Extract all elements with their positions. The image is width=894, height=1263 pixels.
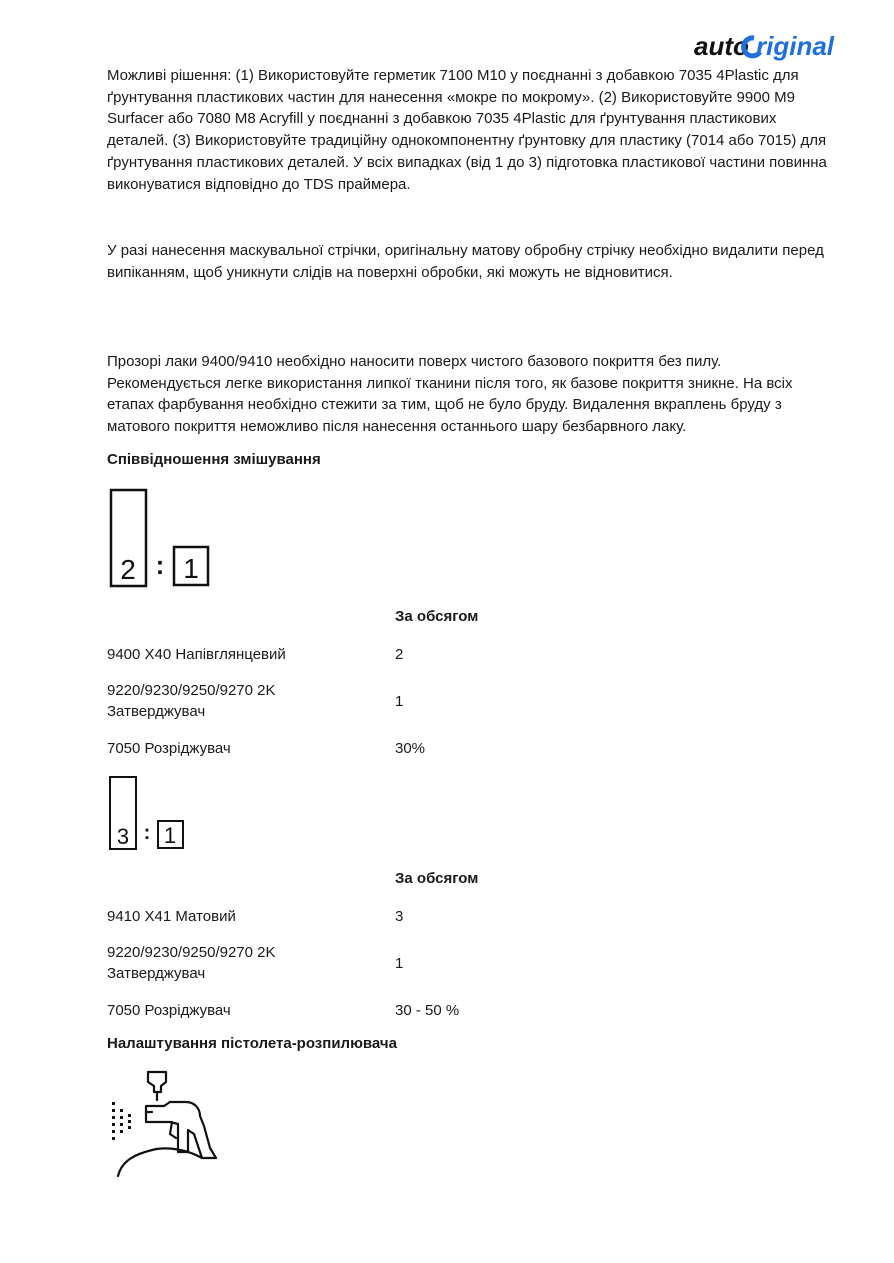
solutions-paragraph: Можливі рішення: (1) Використовуйте герметик 7100 M10 у поєднанні з добавкою 7035 4Plastic для ґрунтування пластикових частин для нанесення «мокре по мокрому». (2) Використовуйте 9900 M9 Surfacer або 7080 M8 Acryfill у поєднанні з добавкою 7035 4Plastic для ґрунтування пластикових деталей. (3) Використовуйте традиційну однокомпонентну ґрунтовку для пластику (7014 або 7015) для ґрунтування пластикових деталей. У всіх випадках (від 1 до 3) підготовка пластикової частини повинна виконуватися відповідно до TDS праймера. xyxy=(107,67,827,193)
mixing-ratio-icon-3-1 xyxy=(108,775,188,851)
table-row-name: 7050 Розріджувач xyxy=(107,1002,231,1019)
masking-paragraph: У разі нанесення маскувальної стрічки, оригінальну матову обробну стрічку необхідно видалити перед випіканням, щоб уникнути слідів на поверхні обробки, які можуть не відновитися. xyxy=(107,242,824,281)
table-row-name: 9220/9230/9250/9270 2K Затверджувач xyxy=(107,944,276,982)
ratio-separator: : xyxy=(155,550,165,580)
spray-gun-icon xyxy=(108,1068,220,1180)
ratio-left-number: 2 xyxy=(120,554,136,585)
table-row-value: 2 xyxy=(395,646,404,663)
ratio-right-number: 1 xyxy=(183,553,199,584)
table-row-name: 9400 X40 Напівглянцевий xyxy=(107,646,286,663)
volume-column-header: За обсягом xyxy=(395,870,479,887)
table-row-name: 9220/9230/9250/9270 2K Затверджувач xyxy=(107,682,276,720)
table-row-value: 30 - 50 % xyxy=(395,1002,460,1019)
ratio-separator: : xyxy=(143,822,151,844)
table-row-name: 7050 Розріджувач xyxy=(107,740,231,757)
table-row-value: 30% xyxy=(395,740,426,757)
spray-gun-heading: Налаштування пістолета-розпилювача xyxy=(107,1035,397,1052)
ratio-right-number: 1 xyxy=(163,823,177,848)
table-row-value: 1 xyxy=(395,955,404,972)
table-row-value: 3 xyxy=(395,908,404,925)
table-row-value: 1 xyxy=(395,693,404,710)
table-row-name: 9410 X41 Матовий xyxy=(107,908,236,925)
volume-column-header: За обсягом xyxy=(395,608,479,625)
ratio-left-number: 3 xyxy=(116,824,130,849)
clearcoat-paragraph: Прозорі лаки 9400/9410 необхідно наносити поверх чистого базового покриття без пилу. Рекомендується легке використання липкої тканини після того, як базове покриття зникне. На всіх етапах фарбування необхідно стежити за тим, щоб не було бруду. Видалення вкраплень бруду з матового покриття неможливо після нанесення останнього шару безбарвного лаку. xyxy=(107,353,793,436)
svg-text:auto: auto xyxy=(694,31,749,61)
mixing-ratio-icon-2-1 xyxy=(108,488,216,588)
svg-text:riginal: riginal xyxy=(756,31,835,61)
autooriginal-logo xyxy=(694,30,844,62)
mixing-ratio-heading: Співвідношення змішування xyxy=(107,451,321,468)
